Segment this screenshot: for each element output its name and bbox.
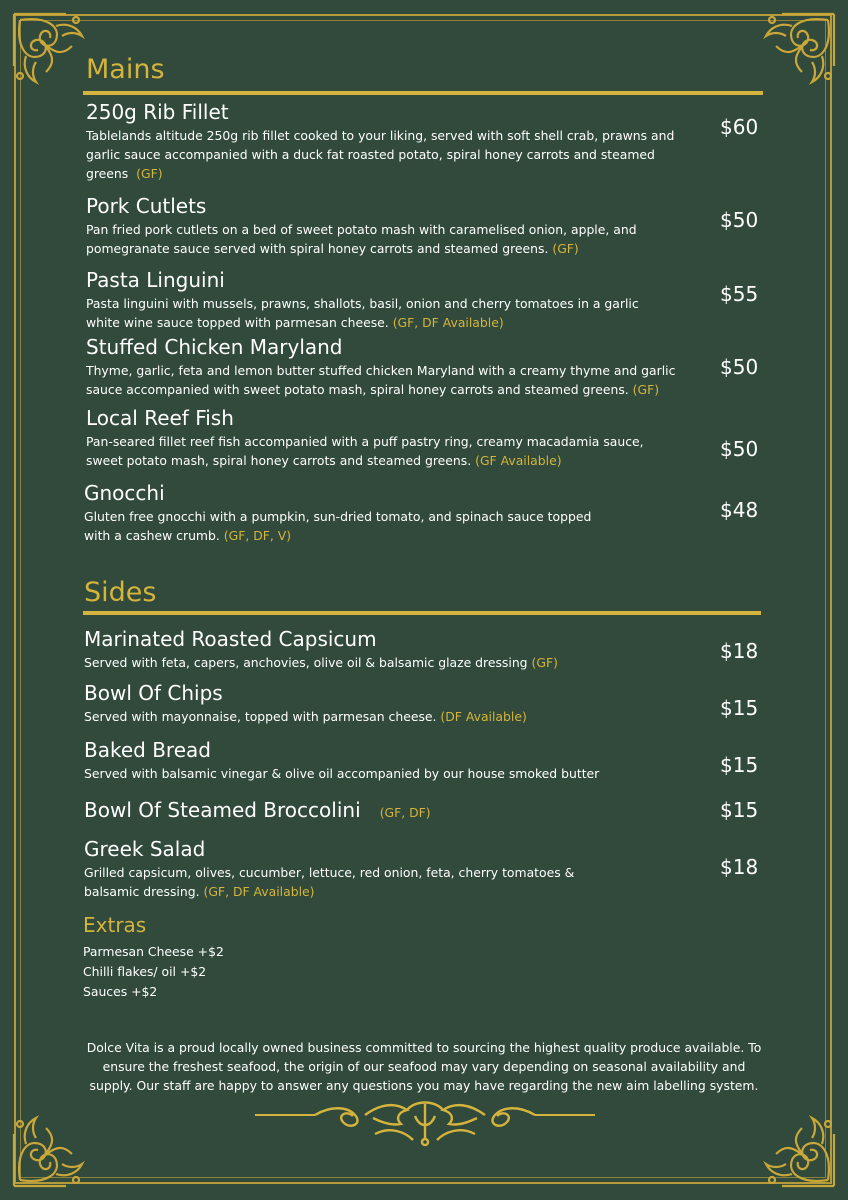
- extras-list: [83, 942, 224, 1002]
- menu-item: [86, 268, 646, 332]
- menu-item: [84, 627, 684, 672]
- dietary-tag: (GF): [632, 382, 660, 397]
- item-name: Bowl Of Steamed Broccolini (GF, DF): [84, 798, 431, 822]
- menu-item: [84, 481, 604, 545]
- item-description: Pasta linguini with mussels, prawns, shallots, basil, onion and cherry tomatoes in a garlic white wine sauce topped with parmesan cheese. (GF, DF Available): [86, 296, 639, 330]
- item-description: Served with mayonnaise, topped with parmesan cheese. (DF Available): [84, 709, 527, 724]
- footer-note: Dolce Vita is a proud locally owned business committed to sourcing the highest quality produce available. To ensure the freshest seafood, the origin of our seafood may vary depending on seasonal availability and supply. Our staff are happy to answer any questions you may have regarding the new aim labelling system.: [86, 1040, 762, 1093]
- menu-item: [84, 681, 684, 726]
- item-description: Pan fried pork cutlets on a bed of sweet potato mash with caramelised onion, apple, and pomegranate sauce served with spiral honey carrots and steamed greens. (GF): [86, 222, 637, 256]
- item-name: Local Reef Fish: [86, 406, 234, 430]
- item-description: Gluten free gnocchi with a pumpkin, sun-dried tomato, and spinach sauce topped with a cashew crumb. (GF, DF, V): [84, 509, 592, 543]
- menu-item: [86, 100, 686, 183]
- item-price: $60: [720, 115, 759, 139]
- dietary-tag: (GF): [531, 655, 558, 670]
- dietary-tag: (GF Available): [475, 453, 562, 468]
- item-description: Thyme, garlic, feta and lemon butter stuffed chicken Maryland with a creamy thyme and garlic sauce accompanied with sweet potato mash, spiral honey carrots and steamed greens. (GF): [86, 363, 676, 397]
- item-name: 250g Rib Fillet: [86, 100, 229, 124]
- item-description: Pan-seared fillet reef fish accompanied with a puff pastry ring, creamy macadamia sauce, sweet potato mash, spiral honey carrots and steamed greens. (GF Available): [86, 434, 644, 468]
- item-price: $18: [720, 855, 759, 879]
- dietary-tag: (GF, DF, V): [223, 528, 292, 543]
- item-name: Pasta Linguini: [86, 268, 225, 292]
- item-description: Served with feta, capers, anchovies, olive oil & balsamic glaze dressing (GF): [84, 655, 558, 670]
- item-price: $15: [720, 753, 759, 777]
- menu-item: [84, 738, 684, 783]
- item-name: Bowl Of Chips: [84, 681, 223, 705]
- item-description: Tablelands altitude 250g rib fillet cooked to your liking, served with soft shell crab, prawns and garlic sauce accompanied with a duck fat roasted potato, spiral honey carrots and steamed greens (GF): [86, 128, 675, 181]
- item-name: Marinated Roasted Capsicum: [84, 627, 377, 651]
- sides-divider: [83, 611, 761, 615]
- corner-flourish-icon: [732, 1084, 842, 1194]
- mains-title: Mains: [86, 54, 165, 85]
- menu-item: [84, 798, 684, 825]
- item-price: $18: [720, 639, 759, 663]
- sides-title: Sides: [84, 577, 157, 608]
- item-name: Stuffed Chicken Maryland: [86, 335, 343, 359]
- dietary-tag: (DF Available): [440, 709, 527, 724]
- menu-item: [86, 406, 666, 470]
- item-name: Pork Cutlets: [86, 194, 207, 218]
- corner-flourish-icon: [732, 6, 842, 116]
- item-name: Baked Bread: [84, 738, 211, 762]
- item-price: $15: [720, 798, 759, 822]
- extras-item: Chilli flakes/ oil +$2: [83, 964, 207, 979]
- extras-title: Extras: [83, 913, 147, 937]
- bottom-flourish-icon: [255, 1098, 595, 1148]
- mains-divider: [83, 91, 763, 95]
- dietary-tag: (GF): [136, 166, 163, 181]
- item-name: Gnocchi: [84, 481, 165, 505]
- item-price: $50: [720, 208, 759, 232]
- item-description: Grilled capsicum, olives, cucumber, lettuce, red onion, feta, cherry tomatoes & balsamic dressing. (GF, DF Available): [84, 865, 575, 899]
- dietary-tag: (GF, DF Available): [203, 884, 315, 899]
- dietary-tag: (GF, DF Available): [392, 315, 504, 330]
- item-price: $48: [720, 498, 759, 522]
- item-price: $50: [720, 355, 759, 379]
- menu-item: [84, 837, 584, 901]
- corner-flourish-icon: [6, 1084, 116, 1194]
- extras-item: Parmesan Cheese +$2: [83, 944, 224, 959]
- item-description: Served with balsamic vinegar & olive oil accompanied by our house smoked butter: [84, 766, 600, 781]
- item-price: $50: [720, 437, 759, 461]
- dietary-tag: (GF): [552, 241, 579, 256]
- item-name: Greek Salad: [84, 837, 206, 861]
- extras-item: Sauces +$2: [83, 984, 158, 999]
- menu-item: [86, 194, 686, 258]
- dietary-tag: (GF, DF): [379, 805, 431, 820]
- menu-item: [86, 335, 686, 399]
- item-price: $15: [720, 696, 759, 720]
- item-price: $55: [720, 282, 759, 306]
